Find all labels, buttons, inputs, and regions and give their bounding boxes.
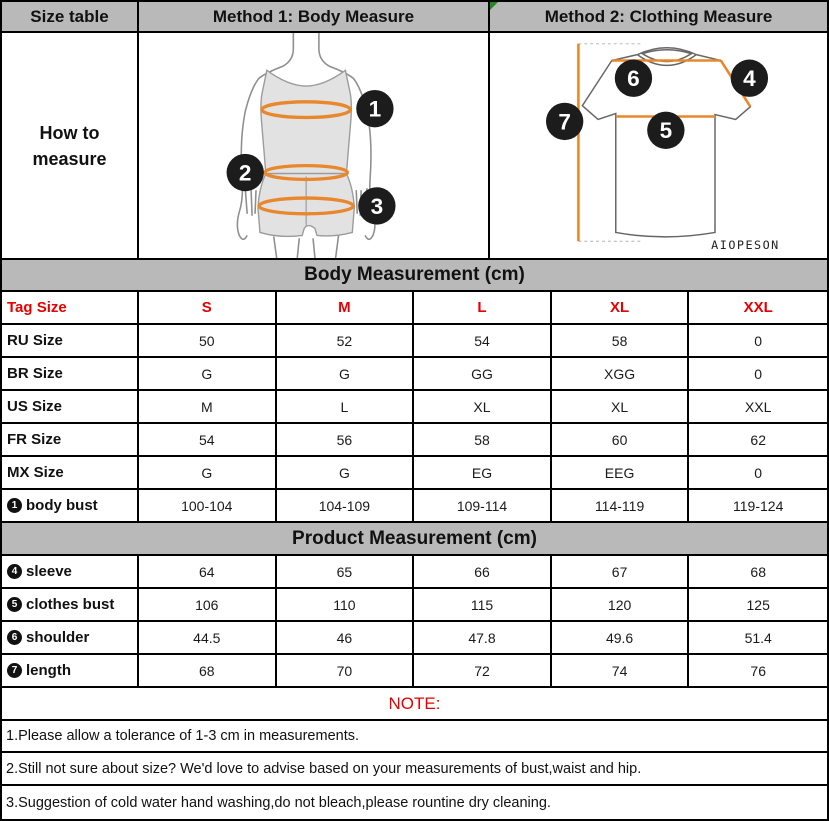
marker-4-label: 4 — [743, 66, 756, 92]
row-label: RU Size — [2, 325, 139, 356]
method1-title: Method 1: Body Measure — [139, 2, 490, 31]
table-row-fr-size — [2, 424, 827, 457]
table-row-ru-size — [2, 325, 827, 358]
table-cell: XL — [414, 391, 552, 422]
table-cell: G — [277, 358, 415, 389]
tshirt-illustration — [490, 33, 827, 258]
row-label — [2, 622, 139, 653]
marker-3-label: 3 — [370, 193, 384, 219]
marker-6-label: 6 — [627, 66, 640, 92]
table-cell: 66 — [414, 556, 552, 587]
table-cell: G — [139, 358, 277, 389]
row-label-text: sleeve — [26, 563, 72, 580]
row-label-text: shoulder — [26, 629, 90, 646]
note-item-1: 1.Please allow a tolerance of 1-3 cm in measurements. — [2, 721, 827, 753]
size-col-xl: XL — [552, 292, 690, 323]
table-cell: 54 — [139, 424, 277, 455]
row-label-text: body bust — [26, 497, 98, 514]
row-label — [2, 655, 139, 686]
table-cell: 67 — [552, 556, 690, 587]
table-cell: 46 — [277, 622, 415, 653]
table-cell: 125 — [746, 596, 770, 613]
table-cell: 68 — [139, 655, 277, 686]
table-cell: 120 — [552, 589, 690, 620]
marker-1-label: 1 — [368, 96, 382, 122]
cell-note-corner-icon — [490, 2, 498, 10]
table-cell: 109-114 — [414, 490, 552, 521]
marker-2-label: 2 — [238, 160, 252, 186]
table-cell: EEG — [552, 457, 690, 488]
table-cell: EG — [414, 457, 552, 488]
how-to-measure-label — [2, 33, 139, 258]
table-cell: 49.6 — [552, 622, 690, 653]
how-to-measure-text: How to measure — [32, 122, 107, 169]
row-label-text: clothes bust — [26, 596, 115, 613]
table-cell: 110 — [277, 589, 415, 620]
table-cell: XL — [552, 391, 690, 422]
table-cell: 58 — [552, 325, 690, 356]
note-item-2: 2.Still not sure about size? We'd love to advise based on your measurements of bust,waist and hip. — [2, 753, 827, 786]
method2-title — [490, 2, 827, 31]
row-label: FR Size — [2, 424, 139, 455]
marker-4-icon: 4 — [7, 564, 22, 579]
table-cell: 0 — [754, 332, 763, 349]
table-cell: 0 — [754, 464, 763, 481]
table-cell: 104-109 — [277, 490, 415, 521]
table-cell: 64 — [139, 556, 277, 587]
size-col-xxl: XXL — [743, 299, 773, 316]
table-cell: 68 — [750, 563, 766, 580]
table-cell: 70 — [277, 655, 415, 686]
marker-7-label: 7 — [558, 109, 571, 135]
body-measure-diagram — [139, 33, 490, 258]
table-cell: 62 — [750, 431, 766, 448]
table-cell: G — [139, 457, 277, 488]
table-row-br-size — [2, 358, 827, 391]
table-cell: 56 — [277, 424, 415, 455]
size-table-title: Size table — [2, 2, 139, 31]
table-cell: 65 — [277, 556, 415, 587]
marker-1-icon: 1 — [7, 498, 22, 513]
table-row-mx-size — [2, 457, 827, 490]
row-label-text: length — [26, 662, 71, 679]
top-header-row — [2, 2, 827, 33]
table-cell: 60 — [552, 424, 690, 455]
marker-5-icon: 5 — [7, 597, 22, 612]
body-measurement-section-title: Body Measurement (cm) — [2, 260, 827, 292]
table-cell: L — [277, 391, 415, 422]
note-item-3: 3.Suggestion of cold water hand washing,do not bleach,please rountine dry cleaning. — [6, 794, 551, 811]
table-cell: 114-119 — [552, 490, 690, 521]
table-cell: 72 — [414, 655, 552, 686]
product-measurement-section-title: Product Measurement (cm) — [2, 523, 827, 556]
size-col-s: S — [139, 292, 277, 323]
size-col-l: L — [414, 292, 552, 323]
table-row-shoulder — [2, 622, 827, 655]
clothing-measure-diagram — [490, 33, 827, 258]
table-row-sleeve — [2, 556, 827, 589]
table-cell: 119-124 — [733, 497, 784, 514]
table-cell: 100-104 — [139, 490, 277, 521]
marker-7-icon: 7 — [7, 663, 22, 678]
table-cell: 106 — [139, 589, 277, 620]
table-cell: 76 — [750, 662, 766, 679]
table-cell: 51.4 — [744, 629, 772, 646]
table-cell: GG — [414, 358, 552, 389]
row-label — [2, 589, 139, 620]
row-label: BR Size — [2, 358, 139, 389]
brand-text: AIOPESON — [711, 238, 780, 253]
table-row-clothes-bust — [2, 589, 827, 622]
tank-top-shape — [261, 70, 351, 173]
marker-5-label: 5 — [659, 118, 673, 144]
row-label — [2, 490, 139, 521]
table-cell: 58 — [414, 424, 552, 455]
table-cell: 50 — [139, 325, 277, 356]
table-cell: 52 — [277, 325, 415, 356]
table-row-body-bust — [2, 490, 827, 523]
marker-6-icon: 6 — [7, 630, 22, 645]
table-row-us-size — [2, 391, 827, 424]
table-cell: 54 — [414, 325, 552, 356]
tag-size-label: Tag Size — [2, 292, 139, 323]
size-col-m: M — [277, 292, 415, 323]
table-row-length — [2, 655, 827, 688]
table-cell: XGG — [552, 358, 690, 389]
diagram-row — [2, 33, 827, 260]
table-cell: 115 — [414, 589, 552, 620]
tag-size-row — [2, 292, 827, 325]
body-figure-illustration — [139, 33, 488, 258]
table-cell: 47.8 — [414, 622, 552, 653]
method2-title-text: Method 2: Clothing Measure — [544, 6, 773, 26]
table-cell: 74 — [552, 655, 690, 686]
table-cell: 44.5 — [139, 622, 277, 653]
table-cell: G — [277, 457, 415, 488]
table-cell: M — [139, 391, 277, 422]
row-label — [2, 556, 139, 587]
row-label: MX Size — [2, 457, 139, 488]
table-cell: 0 — [754, 365, 763, 382]
note-title: NOTE: — [2, 688, 827, 721]
row-label: US Size — [2, 391, 139, 422]
table-cell: XXL — [744, 398, 772, 415]
